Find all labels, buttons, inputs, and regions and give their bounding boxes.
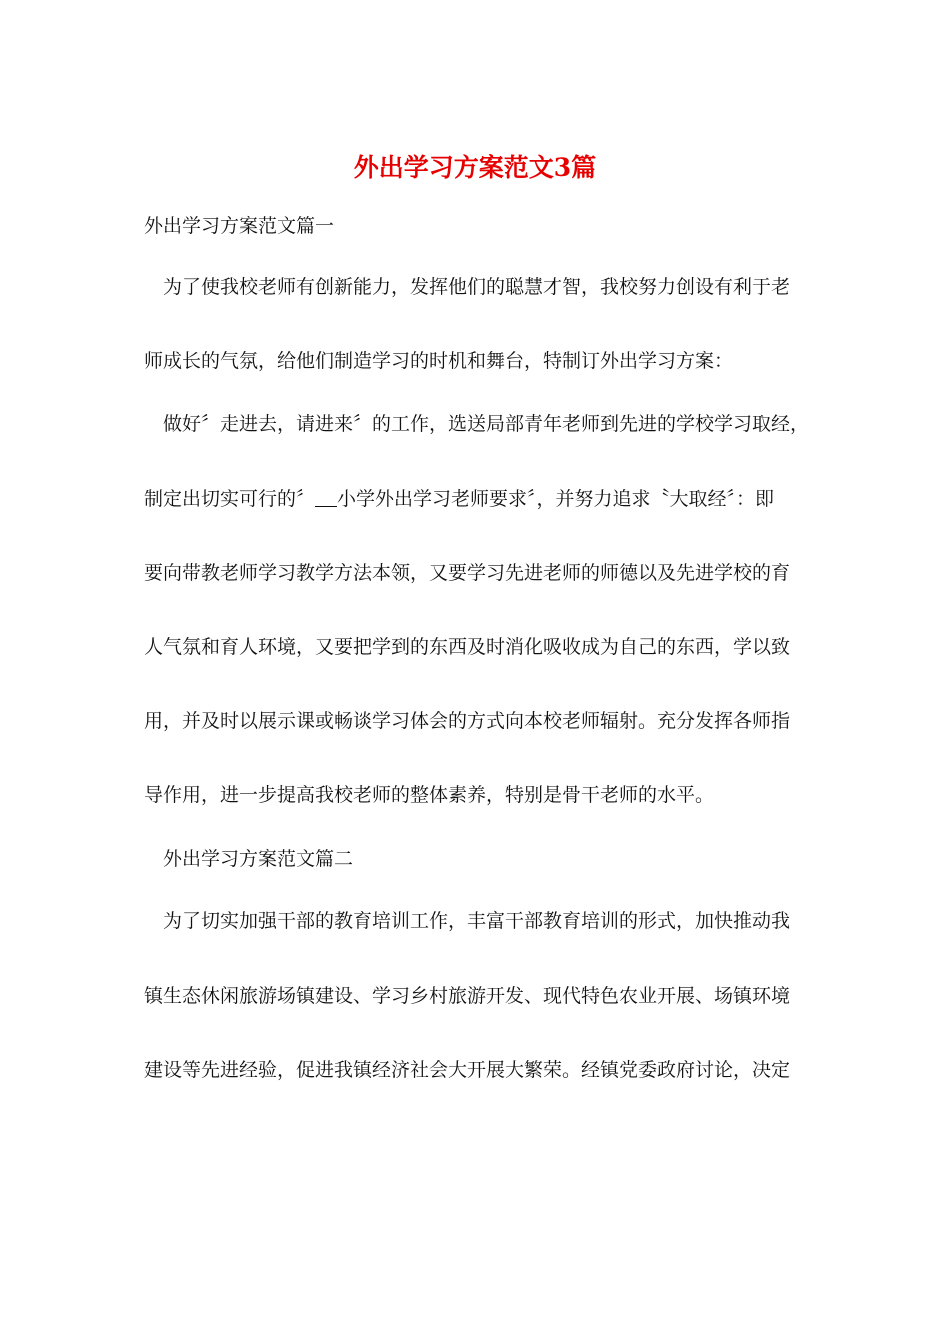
section-heading-2: 外出学习方案范文篇二 [163,848,354,870]
paragraph-2-line-1: 做好〞走进去，请进来〞的工作，选送局部青年老师到先进的学校学习取经， [163,413,810,435]
paragraph-2-line-6: 导作用，进一步提高我校老师的整体素养，特别是骨干老师的水平。 [144,784,715,806]
paragraph-2-line-4: 人气氛和育人环境，又要把学到的东西及时消化吸收成为自己的东西，学以致 [144,636,791,658]
fill-in-blank [315,490,337,507]
paragraph-3-line-1: 为了切实加强干部的教育培训工作，丰富干部教育培训的形式，加快推动我 [163,910,791,932]
section-heading-1: 外出学习方案范文篇一 [144,215,335,237]
paragraph-2-line-5: 用，并及时以展示课或畅谈学习体会的方式向本校老师辐射。充分发挥各师指 [144,710,791,732]
paragraph-2-line-2 [144,485,804,513]
paragraph-3-line-2: 镇生态休闲旅游场镇建设、学习乡村旅游开发、现代特色农业开展、场镇环境 [144,985,791,1007]
paragraph-1-line-2: 师成长的气氛，给他们制造学习的时机和舞台，特制订外出学习方案： [144,350,734,372]
paragraph-2-line-3: 要向带教老师学习教学方法本领，又要学习先进老师的师德以及先进学校的育 [144,562,791,584]
paragraph-2-line-2-end: 小学外出学习老师要求〞，并努力追求〝大取经〞：即 [337,488,775,510]
paragraph-3-line-3: 建设等先进经验，促进我镇经济社会大开展大繁荣。经镇党委政府讨论，决定 [144,1059,791,1081]
document-title: 外出学习方案范文3篇 [353,153,597,182]
paragraph-1-line-1: 为了使我校老师有创新能力，发挥他们的聪慧才智，我校努力创设有利于老 [163,276,791,298]
paragraph-2-line-2-start: 制定出切实可行的〞 [144,488,316,510]
